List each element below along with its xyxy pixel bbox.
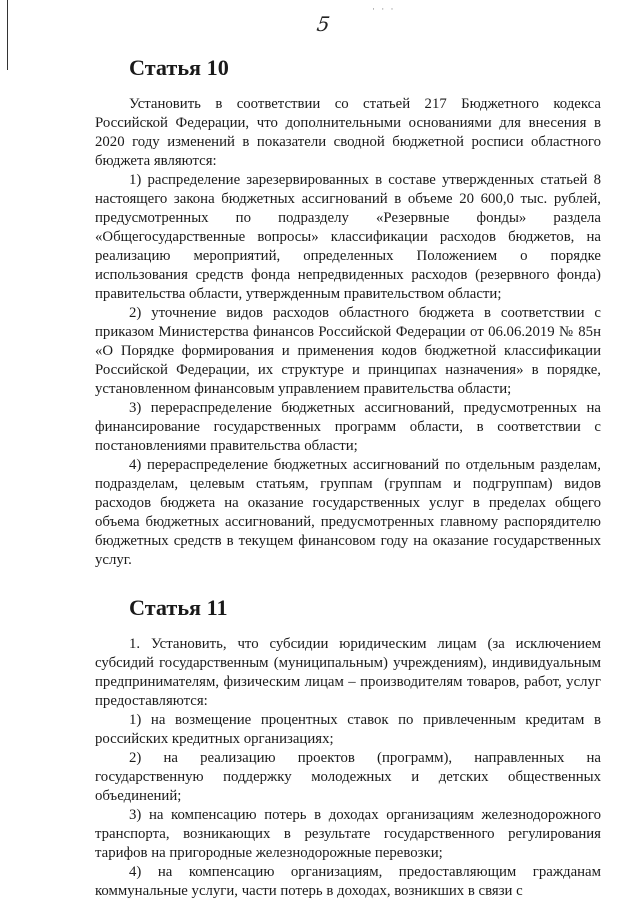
scan-edge-line bbox=[7, 0, 8, 70]
article-10-item-4: 4) перераспределение бюджетных ассигнований по отдельным разделам, подразделам, целевым статьям, группам (группам и подгруппам) видов расходов бюджета на оказание государственных услуг в пределах общего объема бюджетных ассигнований, предусмотренных главному распорядителю бюджетных средств в текущем финансовом году на оказание государственных услуг. bbox=[95, 457, 601, 568]
document-body bbox=[95, 55, 601, 901]
article-11-title: Статья 11 bbox=[129, 595, 228, 620]
article-11-item-4: 4) на компенсацию организациям, предоставляющим гражданам коммунальные услуги, части потерь в доходах, возникших в связи с bbox=[95, 864, 601, 899]
page-marks: · · · bbox=[372, 4, 396, 14]
article-11-item-2: 2) на реализацию проектов (программ), направленных на государственную поддержку молодежных и детских общественных объединений; bbox=[95, 750, 601, 804]
page-number: 5 bbox=[315, 12, 332, 36]
article-10-intro: Установить в соответствии со статьей 217 Бюджетного кодекса Российской Федерации, что дополнительными основаниями для внесения в 2020 году изменений в показатели сводной бюджетной росписи областного бюджета являются: bbox=[95, 96, 601, 169]
article-11-item-3: 3) на компенсацию потерь в доходах организациям железнодорожного транспорта, возникающих в результате государственного регулирования тарифов на пригородные железнодорожные перевозки; bbox=[95, 807, 601, 861]
article-10-item-2: 2) уточнение видов расходов областного бюджета в соответствии с приказом Министерства финансов Российской Федерации от 06.06.2019 № 85н «О Порядке формирования и применения кодов бюджетной классификации Российской Федерации, их структуре и принципах назначения» в порядке, установленном финансовым управлением правительства области; bbox=[95, 305, 601, 397]
article-10-title: Статья 10 bbox=[129, 55, 229, 80]
article-11-intro: 1. Установить, что субсидии юридическим лицам (за исключением субсидий государственным (муниципальным) учреждениям), индивидуальным предпринимателям, физическим лицам – производителям товаров, работ, услуг предоставляются: bbox=[95, 636, 601, 709]
article-10-item-3: 3) перераспределение бюджетных ассигнований, предусмотренных на финансирование государственных программ области, в соответствии с постановлениями правительства области; bbox=[95, 400, 601, 454]
article-11 bbox=[95, 595, 601, 901]
article-10 bbox=[95, 55, 601, 570]
article-11-item-1: 1) на возмещение процентных ставок по привлеченным кредитам в российских кредитных организациях; bbox=[95, 712, 601, 747]
article-10-item-1: 1) распределение зарезервированных в составе утвержденных статьей 8 настоящего закона бюджетных ассигнований в объеме 20 600,0 тыс. рублей, предусмотренных по подразделу «Резервные фонды» раздела «Общегосударственные вопросы» классификации расходов бюджетов, на реализацию мероприятий, определенных Положением о порядке использования средств фонда непредвиденных расходов (резервного фонда) правительства области, утвержденным правительством области; bbox=[95, 172, 601, 302]
